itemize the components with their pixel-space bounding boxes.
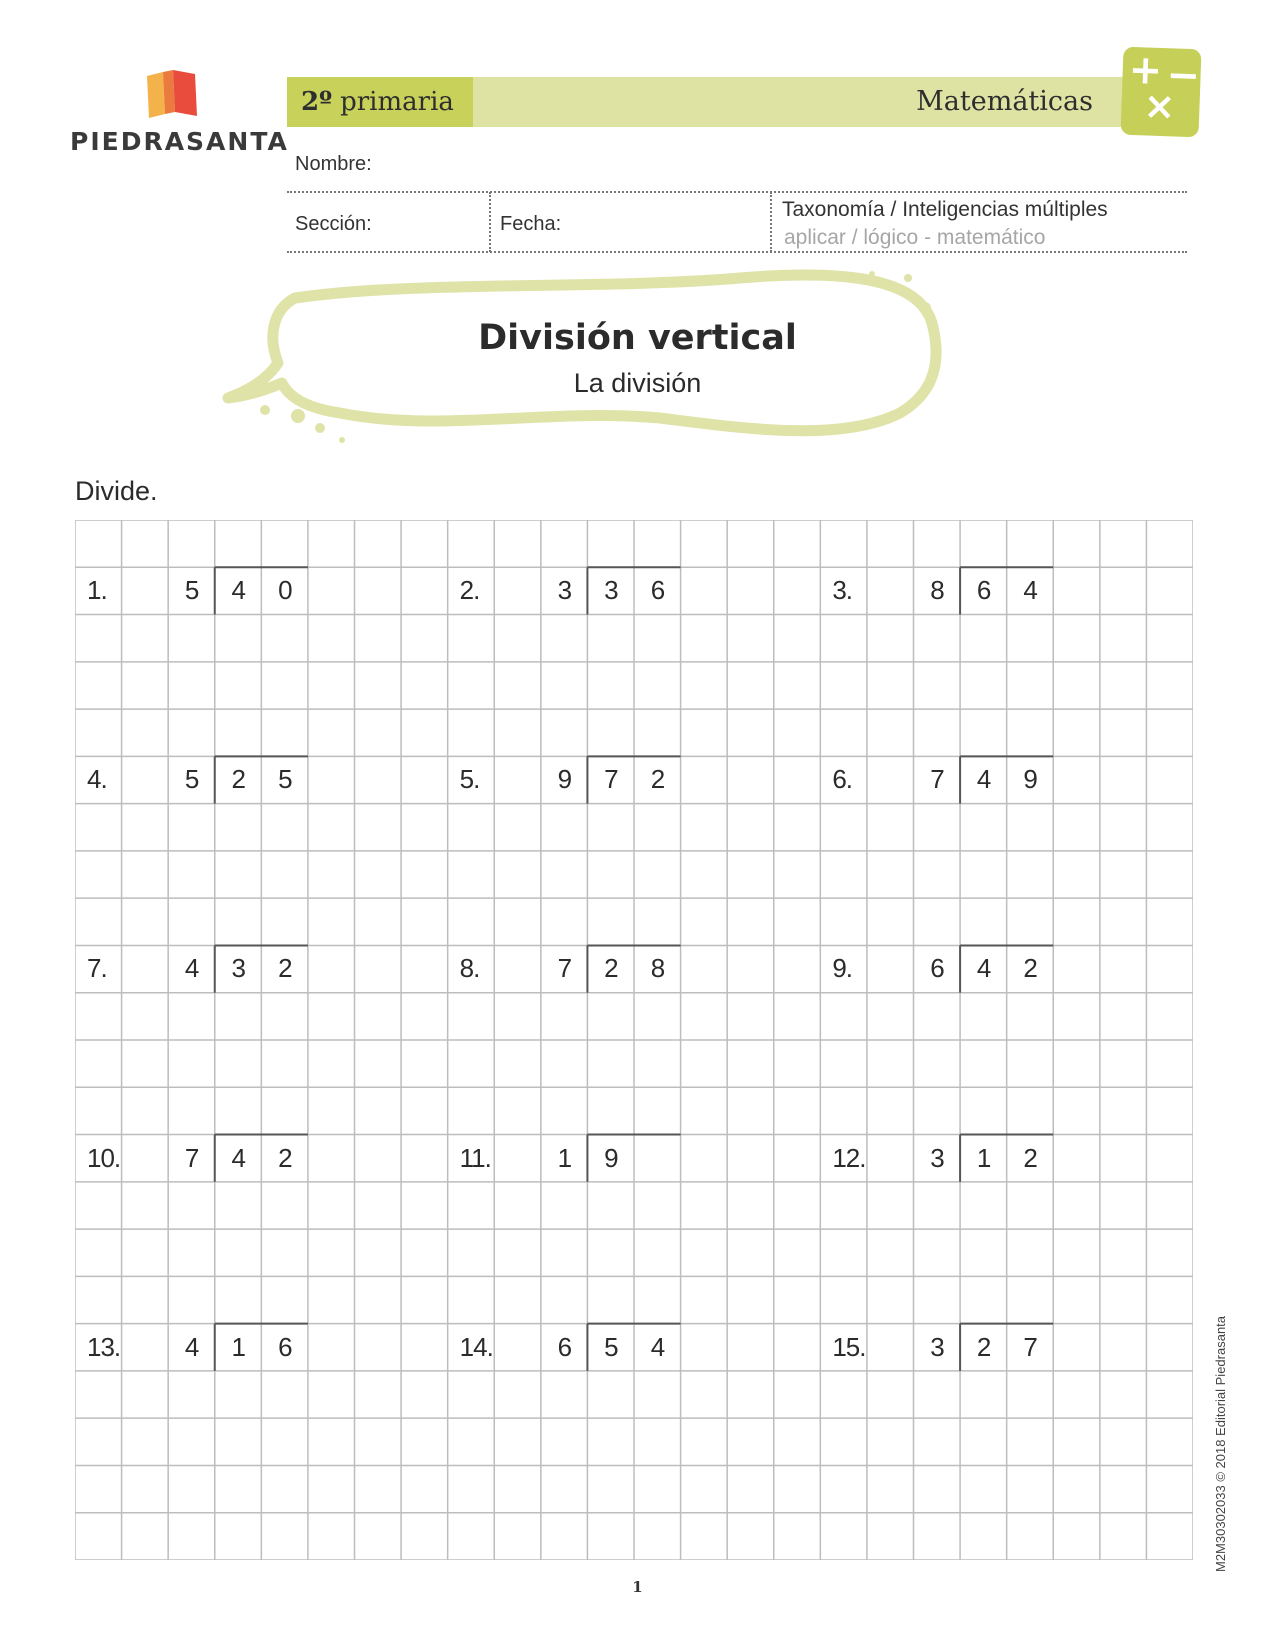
- title-bubble: [220, 268, 980, 458]
- taxonomy-value: aplicar / lógico - matemático: [784, 226, 1046, 249]
- dividend-digit: 2: [976, 1331, 992, 1362]
- dividend-digit: 2: [1023, 953, 1038, 984]
- dividend-digit: 0: [278, 575, 293, 606]
- dividend-digit: 4: [650, 1331, 666, 1362]
- grade-number: 2º: [301, 87, 333, 117]
- dividend-digit: 5: [278, 764, 293, 795]
- divisor-digit: 7: [184, 1142, 200, 1173]
- problem-number: 9.: [832, 953, 853, 984]
- worksheet-subtitle: La división: [573, 368, 702, 398]
- divisor-digit: 3: [930, 1331, 945, 1362]
- field-divider: [489, 192, 491, 252]
- subject-title: Matemáticas: [916, 86, 1093, 117]
- dividend-digit: 6: [278, 1331, 293, 1362]
- publisher-logo: [70, 70, 289, 165]
- problem-number: 10.: [87, 1142, 121, 1173]
- times-icon: ×: [1142, 83, 1177, 129]
- problem-number: 4.: [87, 764, 107, 795]
- dividend-digit: 7: [604, 764, 619, 795]
- dividend-digit: 1: [231, 1331, 246, 1362]
- dividend-digit: 3: [604, 575, 619, 606]
- minus-icon: −: [1165, 52, 1201, 100]
- name-field-line[interactable]: [287, 191, 1187, 193]
- dividend-digit: 4: [231, 1142, 246, 1173]
- math-operations-badge: [1120, 47, 1201, 138]
- divisor-digit: 6: [930, 953, 945, 984]
- problem-number: 3.: [832, 575, 853, 606]
- divisor-digit: 1: [557, 1142, 573, 1173]
- problem-number: 5.: [459, 764, 480, 795]
- dividend-digit: 9: [1023, 764, 1038, 795]
- answer-grid[interactable]: [75, 520, 1193, 1560]
- divisor-digit: 4: [184, 1331, 200, 1362]
- dividend-digit: 2: [231, 764, 246, 795]
- book-logo-icon: [145, 70, 201, 120]
- grade-label: primaria: [340, 87, 454, 117]
- dividend-digit: 2: [278, 1142, 293, 1173]
- divisor-digit: 5: [184, 764, 200, 795]
- dividend-digit: 5: [604, 1331, 619, 1362]
- dividend-digit: 4: [976, 764, 992, 795]
- divisor-digit: 7: [930, 764, 945, 795]
- problem-number: 14.: [459, 1331, 493, 1362]
- divisor-digit: 8: [930, 575, 945, 606]
- copyright-notice: M2M3030​2033 © 2018 Editorial Piedrasanta: [1213, 1315, 1228, 1572]
- worksheet-title: División vertical: [478, 318, 797, 358]
- dividend-digit: 4: [1023, 575, 1038, 606]
- divisor-digit: 9: [557, 764, 573, 795]
- problem-number: 1.: [87, 575, 107, 606]
- name-label: Nombre:: [295, 153, 372, 175]
- dividend-digit: 2: [1023, 1142, 1038, 1173]
- dividend-digit: 2: [604, 953, 619, 984]
- grade-box: [287, 77, 473, 127]
- dividend-digit: 2: [278, 953, 293, 984]
- problem-number: 6.: [832, 764, 853, 795]
- field-divider: [770, 192, 772, 252]
- date-label: Fecha:: [500, 213, 562, 235]
- dividend-digit: 9: [604, 1142, 619, 1173]
- problem-number: 7.: [87, 953, 107, 984]
- dividend-digit: 2: [650, 764, 666, 795]
- dividend-digit: 6: [976, 575, 992, 606]
- section-label: Sección:: [295, 213, 372, 235]
- dividend-digit: 7: [1023, 1331, 1038, 1362]
- dividend-digit: 6: [650, 575, 666, 606]
- dividend-digit: 4: [976, 953, 992, 984]
- problem-number: 11.: [459, 1142, 491, 1173]
- taxonomy-label: Taxonomía / Inteligencias múltiples: [782, 198, 1108, 221]
- problem-number: 12.: [832, 1142, 866, 1173]
- dividend-digit: 1: [976, 1142, 992, 1173]
- divisor-digit: 3: [557, 575, 573, 606]
- plus-icon: +: [1127, 46, 1164, 95]
- dividend-digit: 3: [231, 953, 246, 984]
- divisor-digit: 6: [557, 1331, 573, 1362]
- problem-number: 2.: [459, 575, 480, 606]
- divisor-digit: 5: [184, 575, 200, 606]
- instruction-text: Divide.: [75, 476, 158, 506]
- section-date-field-line[interactable]: [287, 251, 1187, 253]
- divisor-digit: 4: [184, 953, 200, 984]
- problem-number: 15.: [832, 1331, 866, 1362]
- dividend-digit: 8: [650, 953, 666, 984]
- page-number: 1: [632, 1578, 643, 1596]
- divisor-digit: 7: [557, 953, 573, 984]
- divisor-digit: 3: [930, 1142, 945, 1173]
- problem-number: 13.: [87, 1331, 121, 1362]
- header-bar: [287, 77, 1127, 127]
- problem-number: 8.: [459, 953, 480, 984]
- publisher-name: PIEDRASANTA: [70, 127, 289, 156]
- dividend-digit: 4: [231, 575, 246, 606]
